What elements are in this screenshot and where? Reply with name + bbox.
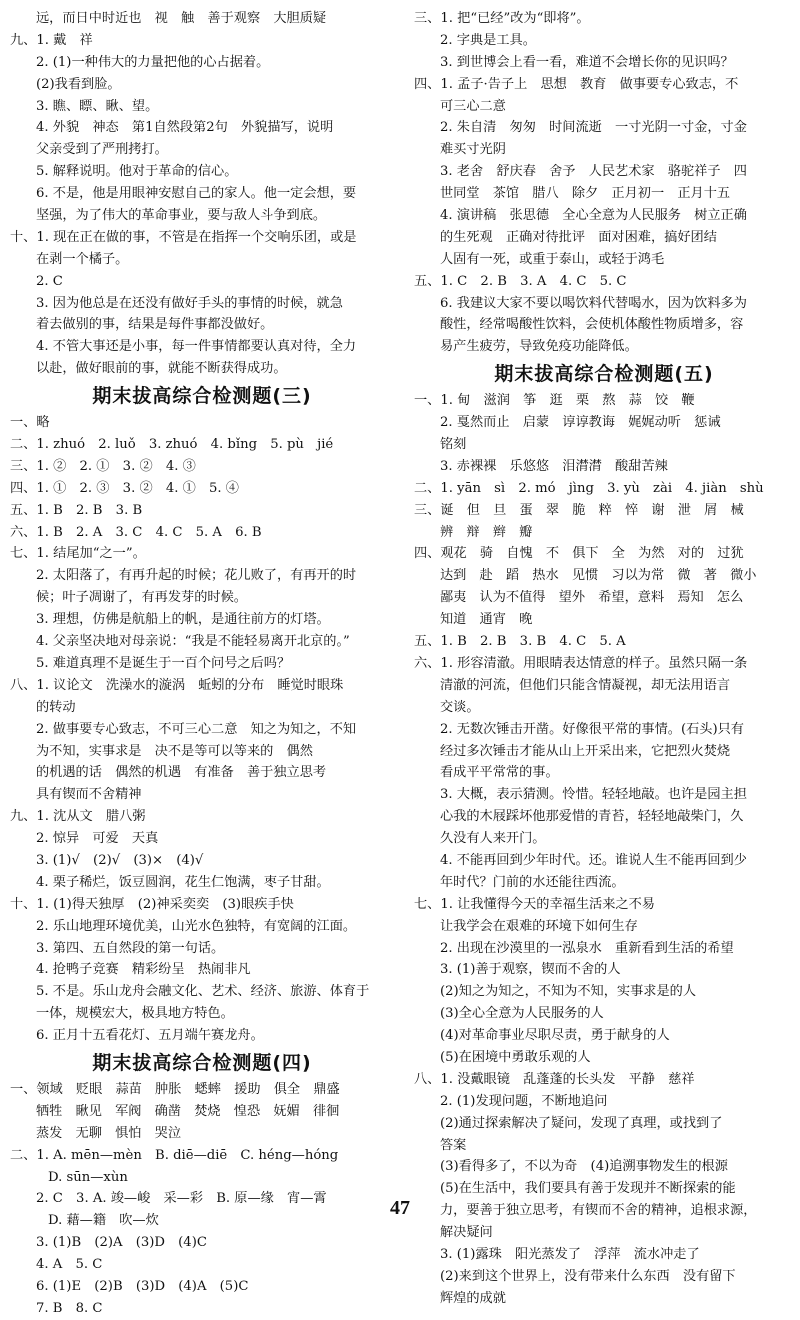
answer-line: 辨 辩 辫 瓣	[440, 524, 533, 540]
answer-line: 七、1. 让我懂得今天的幸福生活来之不易	[414, 896, 655, 912]
answer-line: 让我学会在艰难的环境下如何生存	[440, 918, 638, 934]
answer-line: 九、1. 戴 祥	[10, 32, 93, 48]
answer-line: 4. 演讲稿 张思德 全心全意为人民服务 树立正确	[440, 208, 747, 224]
answer-line: 2. 惊异 可爱 天真	[36, 831, 159, 847]
answer-line: 解决疑问	[440, 1225, 493, 1241]
answer-line: 一、领域 贬眼 蒜苗 肿胀 蟋蟀 援助 俱全 鼎盛	[10, 1081, 340, 1097]
answer-line: 久没有人来开门。	[440, 831, 546, 847]
answer-line: 年时代？门前的水还能往西流。	[440, 874, 625, 890]
answer-line: 的转动	[36, 699, 76, 715]
answer-line: 4. A 5. C	[36, 1257, 103, 1273]
answer-line: (3)看得多了，不以为奇 (4)追溯事物发生的根源	[440, 1159, 728, 1175]
answer-line: 6. 正月十五看花灯、五月端午赛龙舟。	[36, 1028, 264, 1044]
answer-line: 父亲受到了严刑拷打。	[36, 142, 168, 158]
answer-line: 清澈的河流，但他们只能含情凝视，却无法用语言	[440, 677, 731, 693]
answer-line: 6. 不是，他是用眼神安慰自己的家人。他一定会想，要	[36, 186, 357, 202]
page-number: 47	[390, 1197, 410, 1219]
answer-line: 2. 戛然而止 启蒙 谆谆教诲 娓娓动听 惩诫	[440, 415, 721, 431]
answer-line: 2. 字典是工具。	[440, 32, 536, 48]
answer-line: 2. 无数次锤击开凿。好像很平常的事情。(石头)只有	[440, 721, 744, 737]
answer-line: 酸性，经常喝酸性饮料，会使机体酸性物质增多，容	[440, 317, 744, 333]
answer-line: 力，要善于独立思考，有锲而不舍的精神，追根求源，	[440, 1203, 757, 1219]
answer-line: 5. 不是。乐山龙舟会融文化、艺术、经济、旅游、体育于	[36, 984, 370, 1000]
answer-line: 五、1. C 2. B 3. A 4. C 5. C	[414, 273, 627, 289]
answer-line: 3. (1)露珠 阳光蒸发了 浮萍 流水冲走了	[440, 1246, 700, 1262]
answer-line: 2. 做事要专心致志，不可三心二意 知之为知之，不知	[36, 721, 357, 737]
answer-line: (3)全心全意为人民服务的人	[440, 1006, 604, 1022]
answer-line: 为不知，实事求是 决不是等可以等来的 偶然	[36, 743, 313, 759]
answer-line: 七、1. 结尾加“之一”。	[10, 546, 146, 562]
answer-line: (2)知之为知之，不知为不知，实事求是的人	[440, 984, 697, 1000]
answer-line: 4. 抢鸭子竞赛 精彩纷呈 热闹非凡	[36, 962, 251, 978]
answer-line: 2. 太阳落了，有再升起的时候；花儿败了，有再开的时	[36, 568, 357, 584]
answer-line: 牺牲 瞅见 军阀 确凿 焚烧 惶恐 妩媚 徘徊	[36, 1103, 340, 1119]
answer-line: 一、略	[10, 415, 50, 431]
answer-line: 二、1. zhuó 2. luǒ 3. zhuó 4. bǐng 5. pù jié	[10, 437, 334, 453]
answer-line: 着去做别的事，结果是每件事都没做好。	[36, 317, 274, 333]
answer-line: 十、1. 现在正在做的事，不管是在指挥一个交响乐团，或是	[10, 229, 357, 245]
answer-line: 一、1. 甸 滋润 筝 逛 栗 熬 蒜 饺 鞭	[414, 393, 695, 409]
answer-line: 6. (1)E (2)B (3)D (4)A (5)C	[36, 1278, 249, 1294]
answer-line: 3. 第四、五自然段的第一句话。	[36, 940, 225, 956]
answer-line: 三、诞 但 旦 蛋 翠 脆 粹 悴 谢 泄 屑 械	[414, 502, 744, 518]
answer-line: 易产生疲劳，导致免疫功能降低。	[440, 339, 638, 355]
answer-line: 答案	[440, 1137, 467, 1153]
answer-line: 远，而日中时近也 视 触 善于观察 大胆质疑	[36, 11, 327, 26]
answer-line: 具有锲而不舍精神	[36, 787, 142, 803]
answer-line: 三、1. 把“已经”改为“即将”。	[414, 11, 590, 26]
answer-line: 2. 出现在沙漠里的一泓泉水 重新看到生活的希望	[440, 940, 734, 956]
answer-line: (4)对革命事业尽职尽责，勇于献身的人	[440, 1028, 670, 1044]
answer-line: 心我的木屐踩坏他那爱惜的青苔，轻轻地敲柴门，久	[440, 809, 744, 825]
answer-line: (2)通过探索解决了疑问，发现了真理，或找到了	[440, 1115, 723, 1131]
answer-line: 的机遇的话 偶然的机遇 有准备 善于独立思考	[36, 765, 327, 781]
section-heading: 期末拔高综合检测题(三)	[92, 385, 312, 408]
answer-line: (2)来到这个世界上，没有带来什么东西 没有留下	[440, 1268, 736, 1284]
answer-line: 3. 大概，表示猜测。怜惜。轻轻地敲。也许是园主担	[440, 787, 747, 803]
answer-line: 六、1. B 2. A 3. C 4. C 5. A 6. B	[10, 524, 262, 540]
answer-line: 5. 难道真理不是诞生于一百个问号之后吗？	[36, 655, 291, 671]
answer-line: 知道 通宵 晚	[440, 612, 533, 628]
answer-line: 3. (1)√ (2)√ (3)× (4)√	[36, 852, 204, 868]
answer-line: 三、1. ② 2. ① 3. ② 4. ③	[10, 458, 196, 474]
answer-line: 交谈。	[440, 699, 480, 715]
answer-line: 6. 我建议大家不要以喝饮料代替喝水，因为饮料多为	[440, 295, 747, 311]
answer-line: 3. 赤裸裸 乐悠悠 泪潸潸 酸甜苦辣	[440, 458, 668, 474]
answer-line: 4. 外貌 神态 第1自然段第2句 外貌描写，说明	[36, 120, 334, 136]
answer-line: 3. 理想，仿佛是航船上的帆，是通往前方的灯塔。	[36, 612, 330, 628]
answer-line: 达到 赴 蹈 热水 见惯 习以为常 微 著 微小	[440, 568, 757, 584]
answer-line: 八、1. 没戴眼镜 乱蓬蓬的长头发 平静 慈祥	[414, 1071, 695, 1087]
answer-line: 4. 栗子稀烂，饭豆圆润，花生仁饱满，枣子甘甜。	[36, 874, 330, 890]
answer-line: 辉煌的成就	[440, 1290, 506, 1306]
answer-line: 2. (1)发现问题，不断地追问	[440, 1093, 608, 1109]
answer-line: 3. (1)B (2)A (3)D (4)C	[36, 1235, 207, 1251]
answer-line: 以赴，做好眼前的事，就能不断获得成功。	[36, 361, 287, 377]
answer-line: 看成平平常常的事。	[440, 765, 559, 781]
answer-line: 候；叶子凋谢了，有再发芽的时候。	[36, 590, 247, 606]
answer-line: 3. 瞧、瞟、瞅、望。	[36, 98, 159, 114]
answer-line: 在剥一个橘子。	[36, 251, 129, 267]
answer-line: 7. B 8. C	[36, 1300, 103, 1316]
answer-line: 5. 解释说明。他对于革命的信心。	[36, 164, 238, 180]
answer-line: 鄙夷 认为不值得 望外 希望，意料 焉知 怎么	[440, 590, 744, 606]
answer-line: 3. 因为他总是在还没有做好手头的事情的时候，就急	[36, 295, 343, 311]
answer-line: 的生死观 正确对待批评 面对困难，搞好团结	[440, 229, 717, 245]
answer-line: 3. 到世博会上看一看，难道不会增长你的见识吗？	[440, 54, 734, 70]
answer-line: 四、1. ① 2. ③ 3. ② 4. ① 5. ④	[10, 480, 239, 496]
answer-line: 十、1. (1)得天独厚 (2)神采奕奕 (3)眼疾手快	[10, 896, 294, 912]
answer-line: 人固有一死，或重于泰山，或轻于鸿毛	[440, 251, 665, 267]
answer-line: 一体，规模宏大，极具地方特色。	[36, 1006, 234, 1022]
answer-line: 九、1. 沈从文 腊八粥	[10, 809, 146, 825]
right-column	[414, 8, 794, 1310]
answer-line: 蒸发 无聊 惧怕 哭泣	[36, 1125, 182, 1141]
answer-line: 五、1. B 2. B 3. B 4. C 5. A	[414, 634, 626, 650]
answer-line: 六、1. 形容清澈。用眼睛表达情意的样子。虽然只隔一条	[414, 655, 748, 671]
left-column	[10, 8, 394, 1320]
answer-line: 五、1. B 2. B 3. B	[10, 502, 143, 518]
answer-line: D. 藉—籍 吹—炊	[48, 1213, 159, 1229]
answer-line: (5)在困境中勇敢乐观的人	[440, 1049, 591, 1065]
answer-line: 4. 不管大事还是小事，每一件事情都要认真对待，全力	[36, 339, 357, 355]
answer-line: 2. 朱自清 匆匆 时间流逝 一寸光阴一寸金，寸金	[440, 120, 747, 136]
answer-line: 3. (1)善于观察，锲而不舍的人	[440, 962, 621, 978]
answer-line: 难买寸光阴	[440, 142, 506, 158]
answer-line: 3. 老舍 舒庆春 舍予 人民艺术家 骆驼祥子 四	[440, 164, 747, 180]
answer-line: (5)在生活中，我们要具有善于发现并不断探索的能	[440, 1181, 736, 1197]
answer-line: 2. C	[36, 273, 63, 289]
answer-line: 4. 父亲坚决地对母亲说：“我是不能轻易离开北京的。”	[36, 634, 350, 650]
answer-line: D. sūn—xùn	[48, 1169, 128, 1185]
answer-line: 二、1. A. mēn—mèn B. diē—diē C. héng—hóng	[10, 1147, 339, 1163]
answer-line: 2. 乐山地理环境优美，山光水色独特，有宽阔的江面。	[36, 918, 357, 934]
answer-line: 四、观花 骑 自愧 不 俱下 全 为然 对的 过犹	[414, 546, 744, 562]
answer-line: 二、1. yān sì 2. mó jìng 3. yù zài 4. jiàn shù	[414, 480, 764, 496]
answer-line: 可三心二意	[440, 98, 506, 114]
answer-line: 经过多次锤击才能从山上开采出来，它把烈火焚烧	[440, 743, 731, 759]
section-heading: 期末拔高综合检测题(五)	[494, 363, 714, 386]
answer-line: 2. (1)一种伟大的力量把他的心占据着。	[36, 54, 270, 70]
answer-line: 八、1. 议论文 洗澡水的漩涡 蚯蚓的分布 睡觉时眼珠	[10, 677, 344, 693]
answer-line: 四、1. 孟子·告子上 思想 教育 做事要专心致志，不	[414, 76, 739, 92]
answer-line: 世同堂 茶馆 腊八 除夕 正月初一 正月十五	[440, 186, 731, 202]
section-heading: 期末拔高综合检测题(四)	[92, 1051, 312, 1074]
answer-line: (2)我看到脸。	[36, 76, 121, 92]
answer-line: 4. 不能再回到少年时代。还。谁说人生不能再回到少	[440, 852, 747, 868]
answer-line: 2. C 3. A. 竣—峻 采—彩 B. 原—缘 宵—霄	[36, 1191, 327, 1207]
answer-line: 铭刻	[440, 437, 467, 453]
answer-line: 坚强，为了伟大的革命事业，要与敌人斗争到底。	[36, 208, 327, 224]
